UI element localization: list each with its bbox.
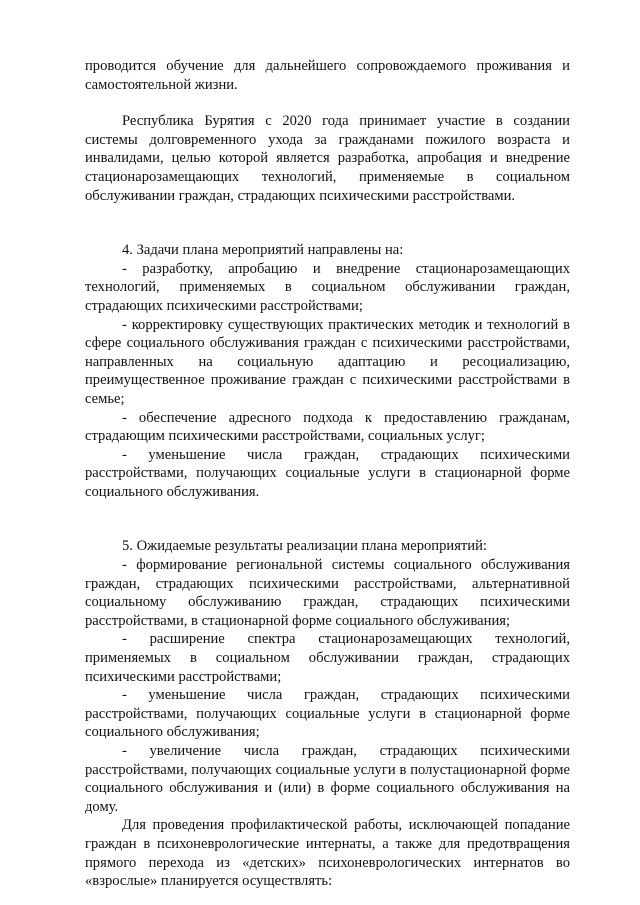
section-5-item: - увеличение числа граждан, страдающих психическими расстройствами, получающих социальные услуги в полустационарной форме социального обслуживания и (или) в форме социального обслуживания на дому.: [85, 743, 570, 815]
paragraph-continuation: проводится обучение для дальнейшего сопровождаемого проживания и самостоятельной жизни.: [85, 58, 570, 93]
section-5-item: - расширение спектра стационарозамещающих технологий, применяемых в социальном обслуживании граждан, страдающих психическими расстройствами;: [85, 631, 570, 685]
section-4-item: - обеспечение адресного подхода к предоставлению гражданам, страдающим психическими расстройствами, социальных услуг;: [85, 409, 570, 445]
section-5-heading: 5. Ожидаемые результаты реализации плана мероприятий:: [122, 538, 487, 555]
section-4-item: - уменьшение числа граждан, страдающих психическими расстройствами, получающих социальные услуги в стационарной форме социального обслуживания.: [85, 446, 570, 500]
section-5-item: - уменьшение числа граждан, страдающих психическими расстройствами, получающих социальные услуги в стационарной форме социального обслуживания;: [85, 687, 570, 741]
paragraph-buryatia: Республика Бурятия с 2020 года принимает участие в создании системы долговременного ухода за гражданами пожилого возраста и инвалидами, целью которой является разработка, апробация и внедрение стационарозамещающих технологий, применяемые в социальном обслуживании граждан, страдающих психическими расстройствами.: [85, 113, 570, 204]
spacer: [85, 94, 570, 112]
section-5-closing: Для проведения профилактической работы, исключающей попадание граждан в психоневрологические интернаты, а также для предотвращения прямого перехода из «детских» психоневрологических интернатов во «взрослые» планируется осуществлять:: [85, 817, 570, 890]
section-5-item: - формирование региональной системы социального обслуживания граждан, страдающих психическими расстройствами, альтернативной социальному обслуживанию граждан, страдающих психическими расстройствами, в стационарной форме социального обслуживания;: [85, 557, 570, 629]
section-4-item: - корректировку существующих практических методик и технологий в сфере социального обслуживания граждан с психическими расстройствами, направленных на социальную адаптацию и ресоциализацию, преимущественное проживание граждан с психическими расстройствами в семье;: [85, 316, 570, 407]
section-4-item: - разработку, апробацию и внедрение стационарозамещающих технологий, применяемых в социальном обслуживании граждан, страдающих психическими расстройствами;: [85, 260, 570, 314]
spacer: [85, 205, 570, 241]
section-4-heading: 4. Задачи плана мероприятий направлены на:: [122, 242, 404, 259]
spacer: [85, 501, 570, 537]
